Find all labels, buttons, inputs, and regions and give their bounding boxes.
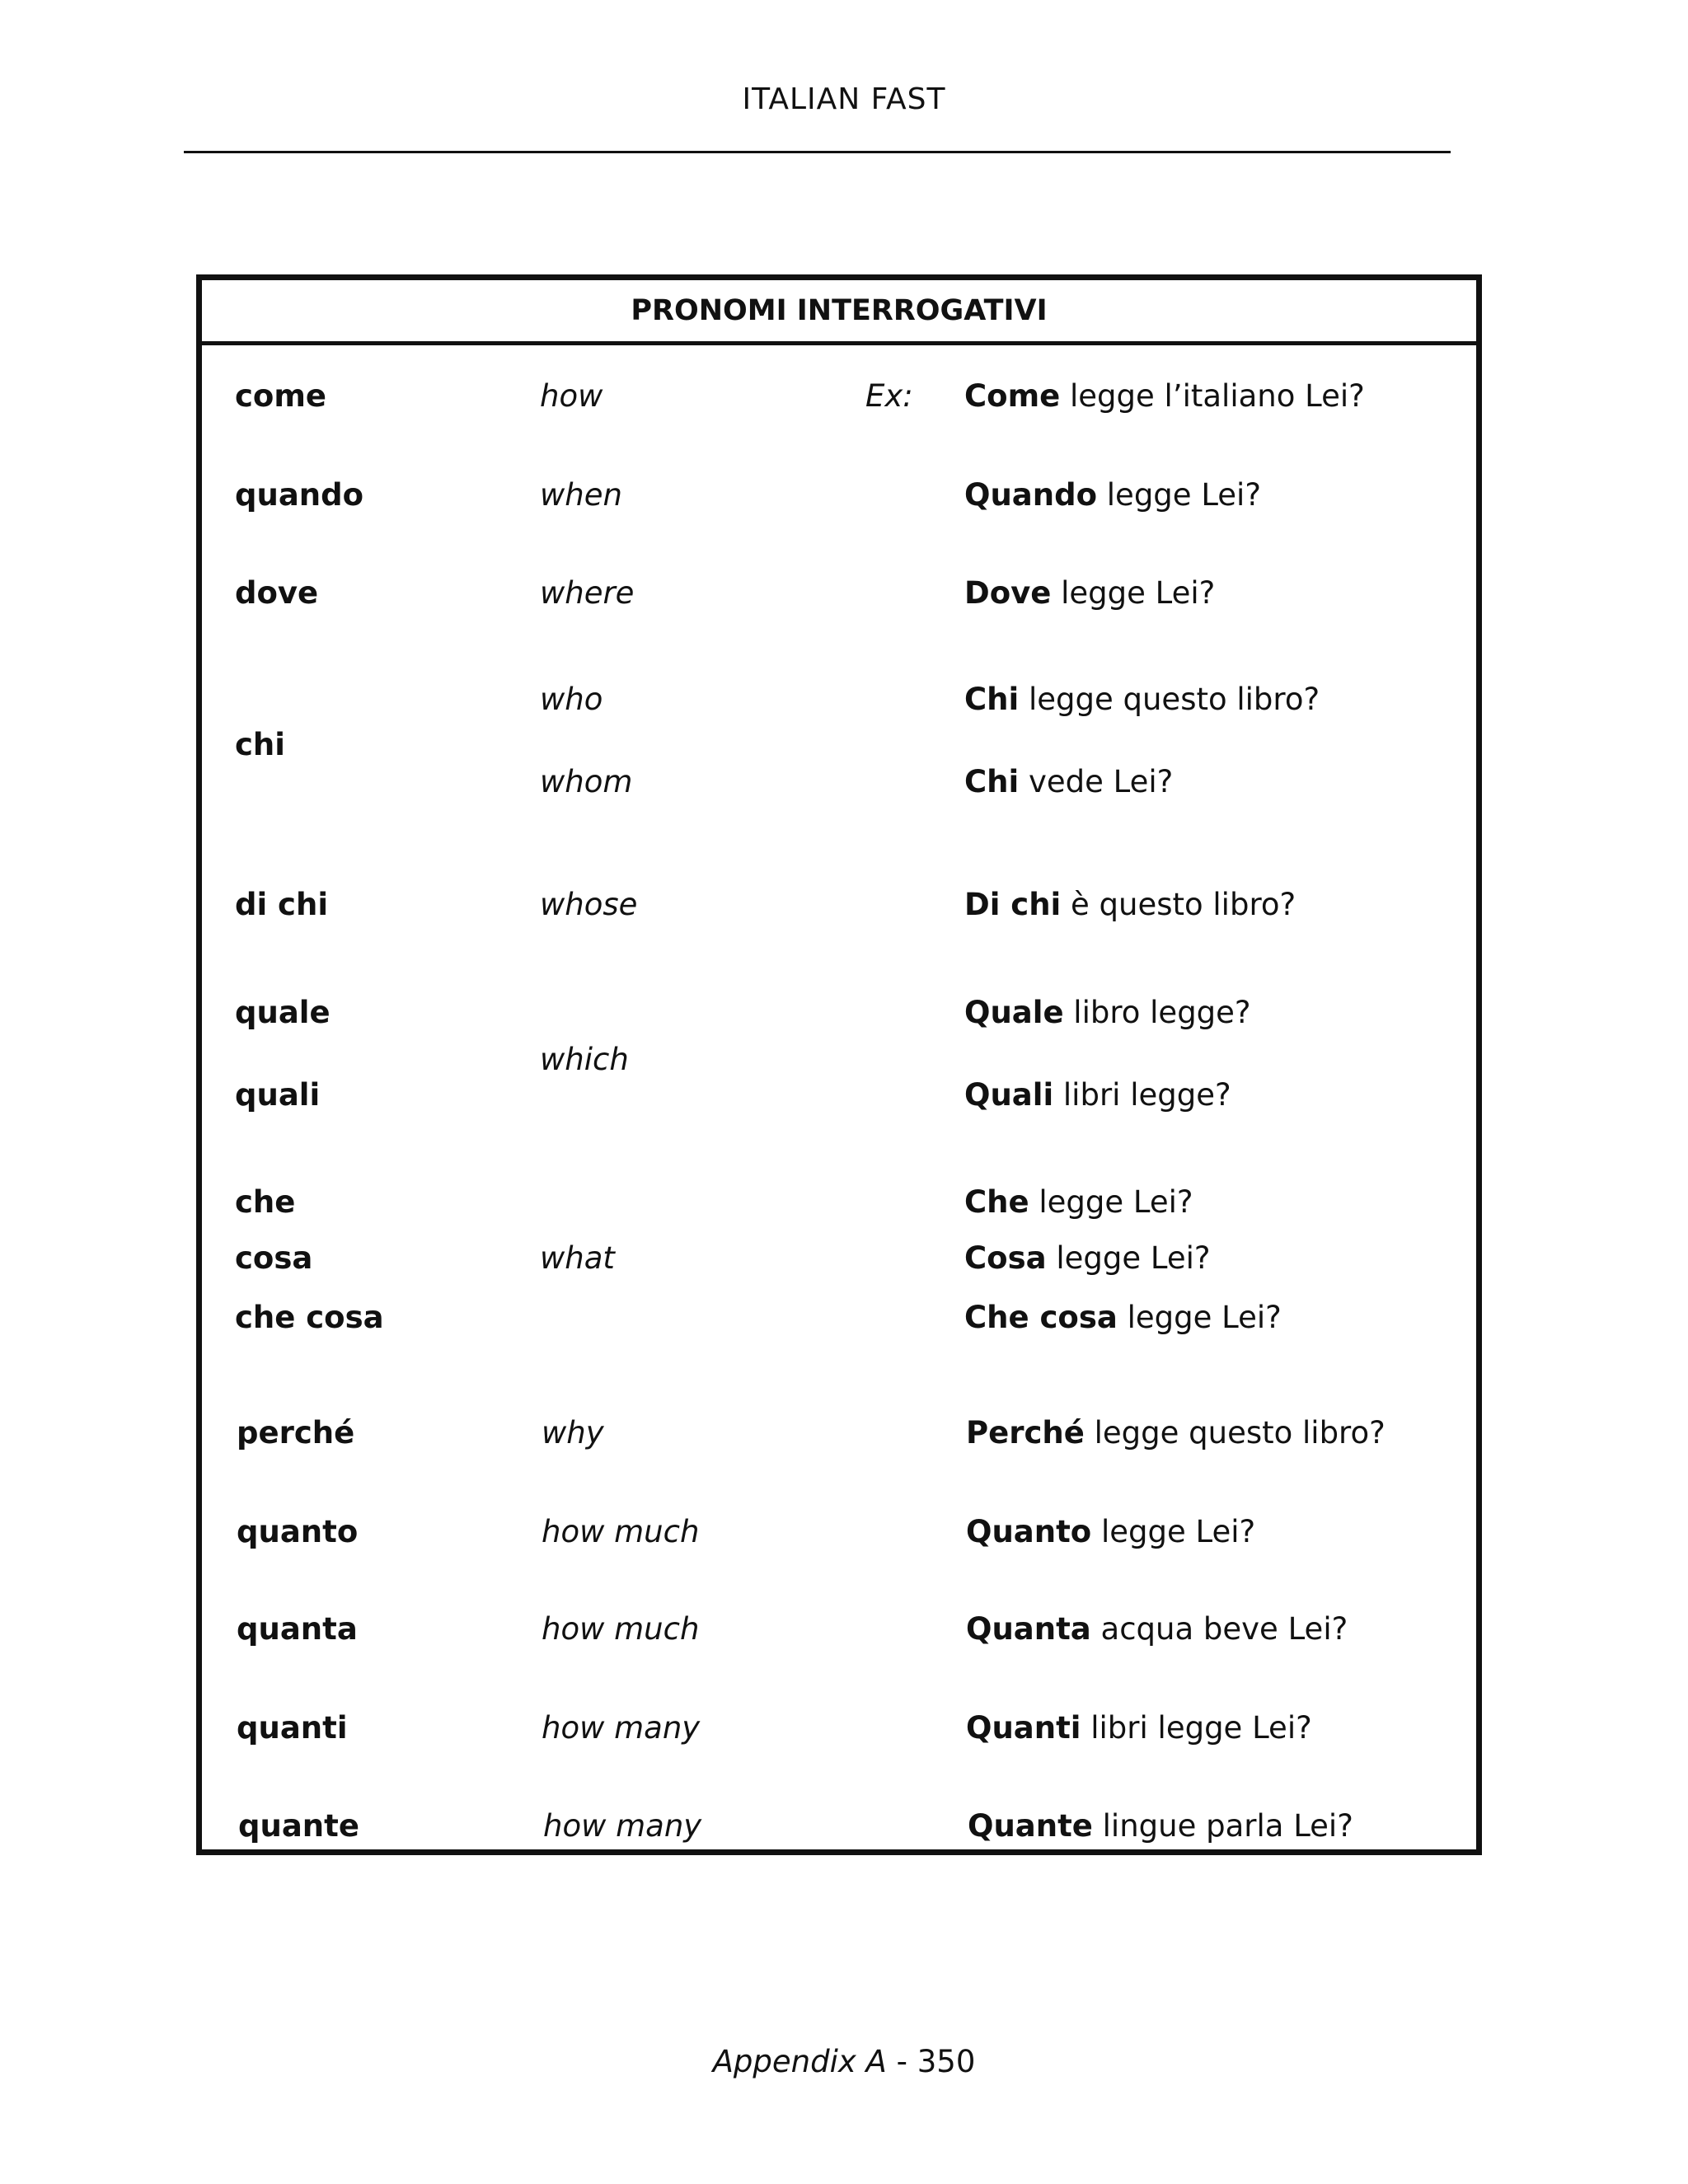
term-quale: quale	[235, 995, 331, 1030]
term-quando: quando	[235, 477, 364, 513]
term-dove: dove	[235, 575, 319, 611]
term-cosa: cosa	[235, 1240, 313, 1276]
gloss-whose: whose	[540, 887, 638, 922]
gloss-when: when	[540, 477, 622, 513]
gloss-who: who	[540, 682, 603, 717]
gloss-how-many: how many	[542, 1710, 701, 1746]
example-label: Ex:	[865, 378, 913, 414]
page-footer	[0, 2044, 1688, 2079]
gloss-how: how	[540, 378, 603, 414]
term-quanta: quanta	[237, 1611, 358, 1647]
example-sentence: Quanto legge Lei?	[966, 1514, 1256, 1549]
footer-separator: -	[886, 2044, 917, 2079]
example-sentence: Perché legge questo libro?	[966, 1415, 1386, 1451]
term-di-chi: di chi	[235, 887, 329, 922]
example-sentence: Che legge Lei?	[964, 1184, 1193, 1220]
term-quanti: quanti	[237, 1710, 348, 1746]
gloss-whom: whom	[540, 764, 633, 799]
term-chi: chi	[235, 727, 285, 762]
example-sentence: Cosa legge Lei?	[964, 1240, 1211, 1276]
gloss-why: why	[542, 1415, 604, 1451]
term-che-cosa: che cosa	[235, 1300, 384, 1335]
example-sentence: Quanti libri legge Lei?	[966, 1710, 1312, 1746]
example-sentence: Quando legge Lei?	[964, 477, 1261, 513]
gloss-how-much: how much	[542, 1611, 700, 1647]
table-title: PRONOMI INTERROGATIVI	[202, 280, 1476, 345]
running-header: ITALIAN FAST	[742, 82, 946, 116]
gloss-what: what	[540, 1240, 615, 1276]
example-sentence: Quanta acqua beve Lei?	[966, 1611, 1348, 1647]
example-sentence: Quali libri legge?	[964, 1077, 1231, 1113]
example-sentence: Quante lingue parla Lei?	[968, 1808, 1353, 1844]
term-quanto: quanto	[237, 1514, 359, 1549]
term-quali: quali	[235, 1077, 321, 1113]
gloss-how-many: how many	[543, 1808, 702, 1844]
example-sentence: Chi vede Lei?	[964, 764, 1174, 799]
example-sentence: Come legge l’italiano Lei?	[964, 378, 1365, 414]
example-sentence: Di chi è questo libro?	[964, 887, 1296, 922]
gloss-which: which	[540, 1042, 629, 1077]
example-sentence: Chi legge questo libro?	[964, 682, 1320, 717]
page-number: 350	[917, 2044, 976, 2079]
term-perche: perché	[237, 1415, 355, 1451]
example-sentence: Quale libro legge?	[964, 995, 1251, 1030]
example-sentence: Dove legge Lei?	[964, 575, 1216, 611]
header-rule	[184, 151, 1451, 153]
term-quante: quante	[238, 1808, 359, 1844]
term-come: come	[235, 378, 326, 414]
appendix-label: Appendix A	[712, 2044, 887, 2079]
pronouns-table	[196, 274, 1482, 1855]
term-che: che	[235, 1184, 296, 1220]
gloss-how-much: how much	[542, 1514, 700, 1549]
gloss-where: where	[540, 575, 635, 611]
example-sentence: Che cosa legge Lei?	[964, 1300, 1282, 1335]
